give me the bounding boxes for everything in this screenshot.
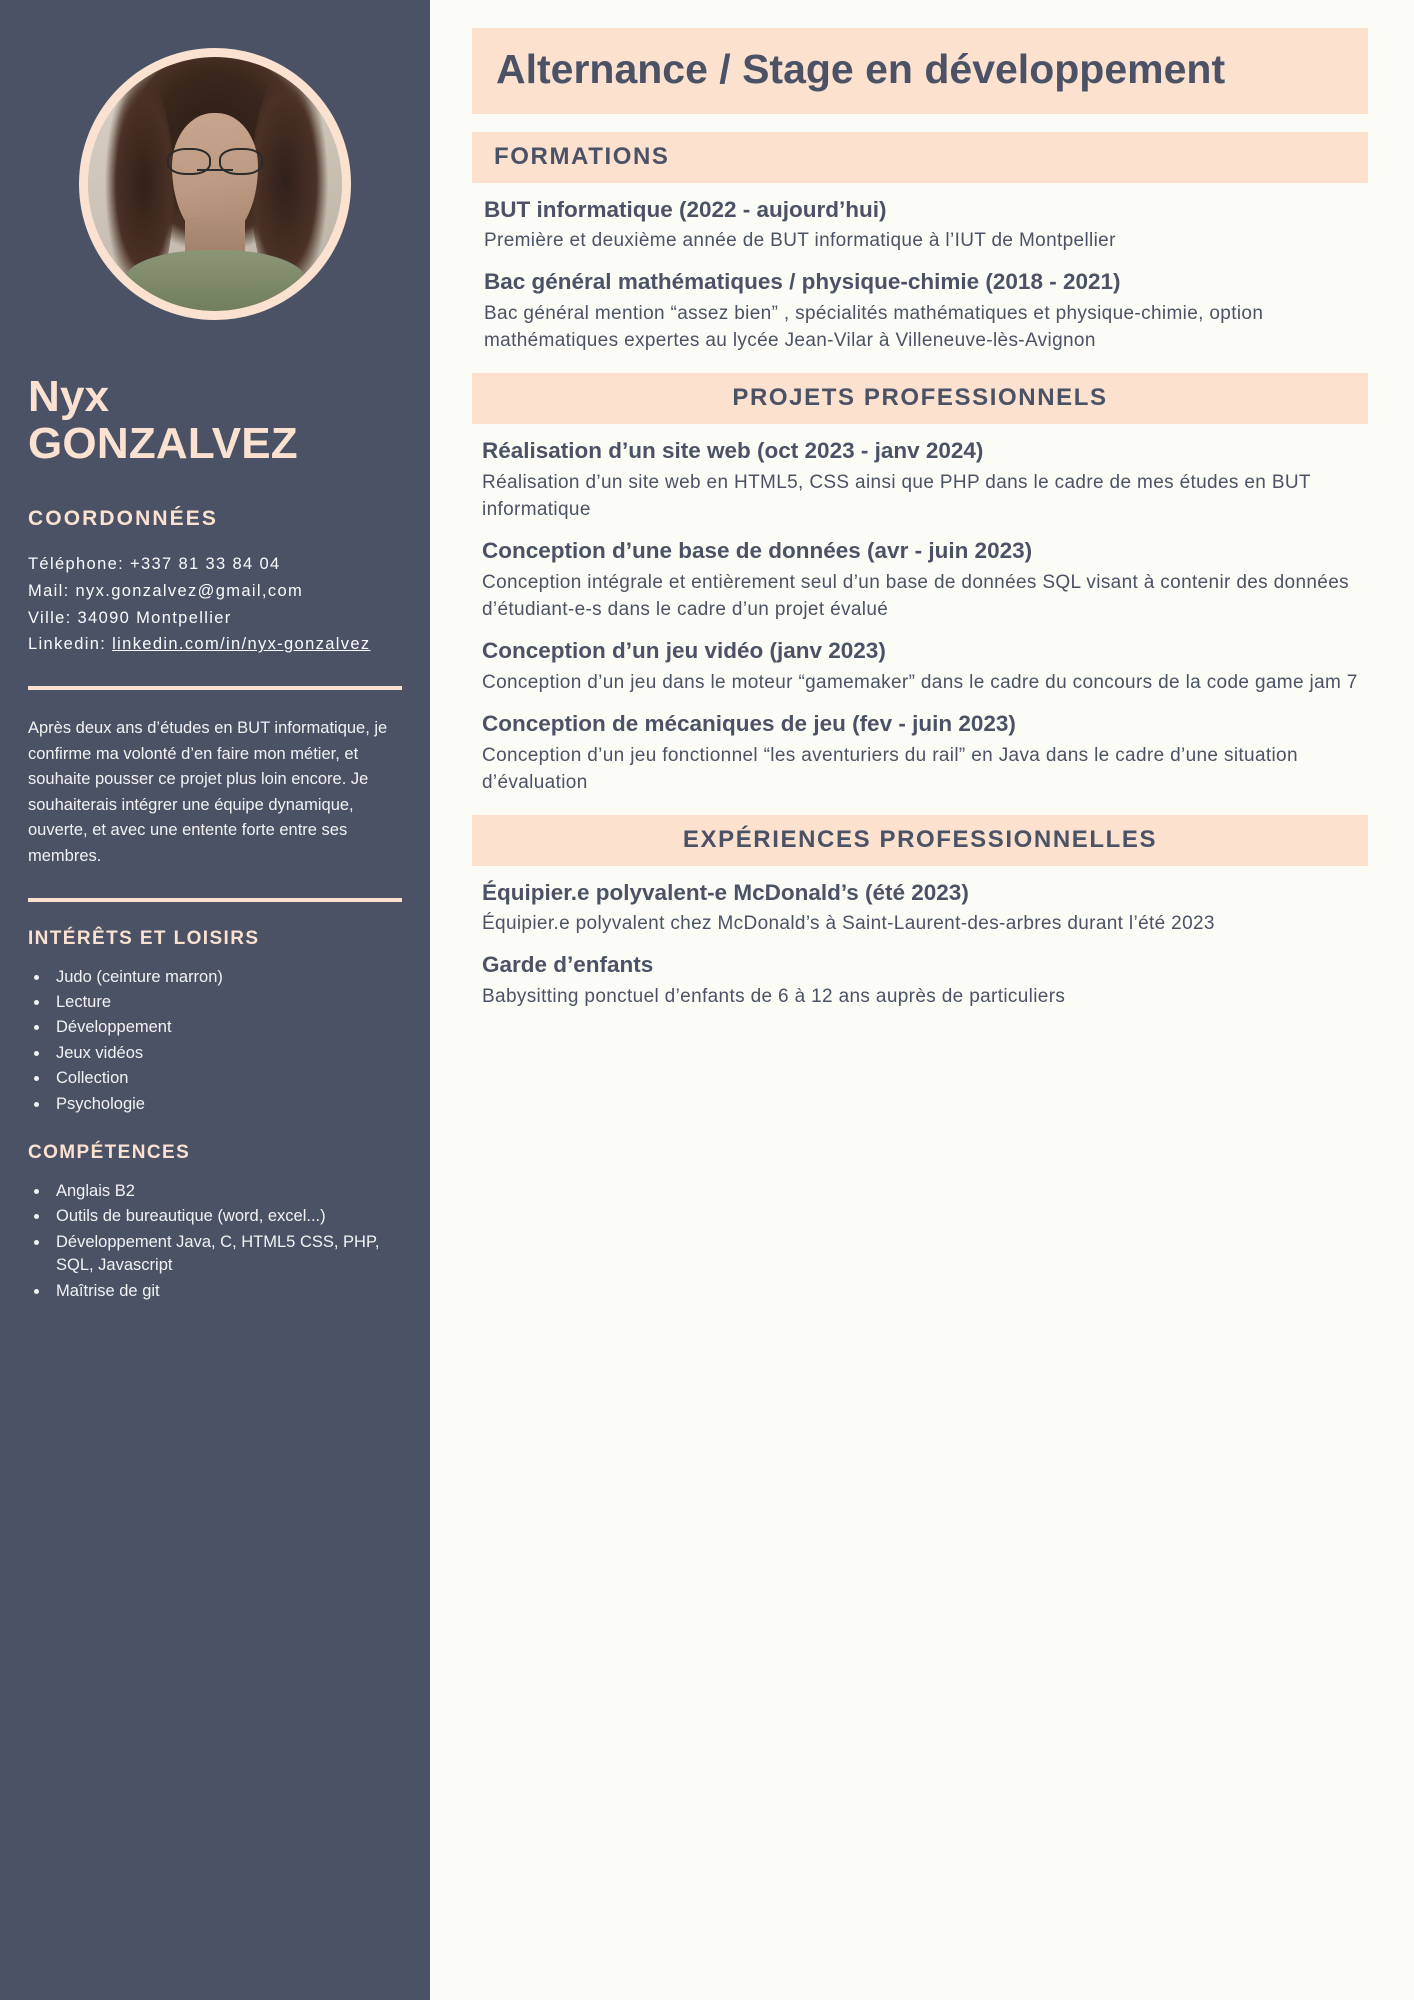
contact-phone	[28, 551, 402, 578]
entry-title: Garde d’enfants	[482, 952, 654, 978]
mail-label: Mail:	[28, 581, 70, 600]
entry-description: Réalisation d’un site web en HTML5, CSS ainsi que PHP dans le cadre de mes études en BUT informatique	[482, 472, 1311, 521]
list-item: • Judo (ceinture marron)	[50, 966, 402, 989]
contact-heading: COORDONNÉES	[28, 507, 218, 531]
entry-title: Équipier.e polyvalent-e McDonald’s (été 2023)	[482, 879, 969, 905]
last-name: GONZALVEZ	[28, 418, 298, 468]
entry-site-web	[472, 437, 1368, 524]
entry-title: Bac général mathématiques / physique-chimie (2018 - 2021)	[484, 269, 1121, 295]
name-block	[28, 374, 402, 467]
contact-mail	[28, 578, 402, 605]
entry-description: Première et deuxième année de BUT informatique à l’IUT de Montpellier	[484, 230, 1116, 252]
sidebar	[0, 0, 430, 2000]
entry-mecaniques-de-jeu	[472, 710, 1368, 797]
section-title: PROJETS PROFESSIONNELS	[732, 384, 1108, 412]
entry-title: Conception d’un jeu vidéo (janv 2023)	[482, 637, 886, 663]
section-title: EXPÉRIENCES PROFESSIONNELLES	[682, 825, 1158, 853]
phone-label: Téléphone:	[28, 555, 125, 574]
skills-heading: COMPÉTENCES	[28, 1142, 191, 1164]
skills-list	[50, 1180, 402, 1303]
linkedin-link[interactable]: linkedin.com/in/nyx-gonzalvez	[112, 635, 371, 654]
avatar-image	[88, 57, 342, 311]
first-name: Nyx	[28, 372, 110, 421]
list-item: • Maîtrise de git	[50, 1280, 402, 1303]
linkedin-label: Linkedin:	[28, 635, 107, 654]
contact-linkedin	[28, 631, 402, 658]
entry-garde-enfants	[472, 951, 1368, 1011]
list-item: • Jeux vidéos	[50, 1042, 402, 1065]
bio-text: Après deux ans d’études en BUT informatique, je confirme ma volonté d’en faire mon métier, et souhaite pousser ce projet plus loin encore. Je souhaiterais intégrer une équipe dynamique, ouverte, et avec une entente forte entre ses membres.	[28, 719, 388, 865]
entry-description: Bac général mention “assez bien” , spécialités mathématiques et physique-chimie, option mathématiques expertes au lycée Jean-Vilar à Villeneuve-lès-Avignon	[484, 303, 1264, 352]
entry-title: BUT informatique (2022 - aujourd’hui)	[484, 196, 887, 222]
contact-city	[28, 605, 402, 632]
entry-description: Conception d’un jeu dans le moteur “gamemaker” dans le cadre du concours de la code game jam 7	[482, 671, 1358, 693]
section-header-experiences	[472, 815, 1368, 866]
page-title: Alternance / Stage en développement	[496, 46, 1226, 92]
entry-jeu-video	[472, 637, 1368, 697]
entry-base-de-donnees	[472, 537, 1368, 624]
interests-list	[50, 966, 402, 1117]
main-content	[430, 0, 1414, 2000]
divider-bottom	[28, 898, 402, 902]
page-title-bar	[472, 28, 1368, 114]
list-item: • Collection	[50, 1067, 402, 1090]
entry-description: Babysitting ponctuel d’enfants de 6 à 12 ans auprès de particuliers	[482, 986, 1066, 1008]
list-item: • Outils de bureautique (word, excel...)	[50, 1205, 402, 1228]
list-item: • Lecture	[50, 991, 402, 1014]
list-item: • Psychologie	[50, 1093, 402, 1116]
entry-but-informatique	[472, 196, 1368, 256]
list-item: • Anglais B2	[50, 1180, 402, 1203]
entry-title: Réalisation d’un site web (oct 2023 - janv 2024)	[482, 438, 984, 464]
section-header-formations	[472, 132, 1368, 183]
city-value: 34090 Montpellier	[77, 608, 232, 627]
list-item: • Développement	[50, 1016, 402, 1039]
list-item: • Développement Java, C, HTML5 CSS, PHP, SQL, Javascript	[50, 1231, 402, 1278]
entry-mcdonalds	[472, 879, 1368, 939]
avatar	[79, 48, 351, 320]
entry-description: Conception d’un jeu fonctionnel “les aventuriers du rail” en Java dans le cadre d’une situation d’évaluation	[482, 744, 1298, 793]
section-title: FORMATIONS	[494, 142, 670, 170]
interests-heading: INTÉRÊTS ET LOISIRS	[28, 927, 260, 949]
entry-bac-general	[472, 268, 1368, 355]
phone-value: +337 81 33 84 04	[130, 555, 281, 574]
section-header-projets	[472, 373, 1368, 424]
entry-title: Conception de mécaniques de jeu (fev - juin 2023)	[482, 710, 1016, 736]
city-label: Ville:	[28, 608, 72, 627]
contact-list	[28, 551, 402, 658]
entry-description: Conception intégrale et entièrement seul d’un base de données SQL visant à contenir des données d’étudiant-e-s dans le cadre d’un projet évalué	[482, 571, 1349, 620]
divider-top	[28, 686, 402, 690]
entry-title: Conception d’une base de données (avr - juin 2023)	[482, 538, 1033, 564]
entry-description: Équipier.e polyvalent chez McDonald’s à Saint-Laurent-des-arbres durant l’été 2023	[482, 913, 1215, 935]
mail-value: nyx.gonzalvez@gmail,com	[75, 581, 304, 600]
